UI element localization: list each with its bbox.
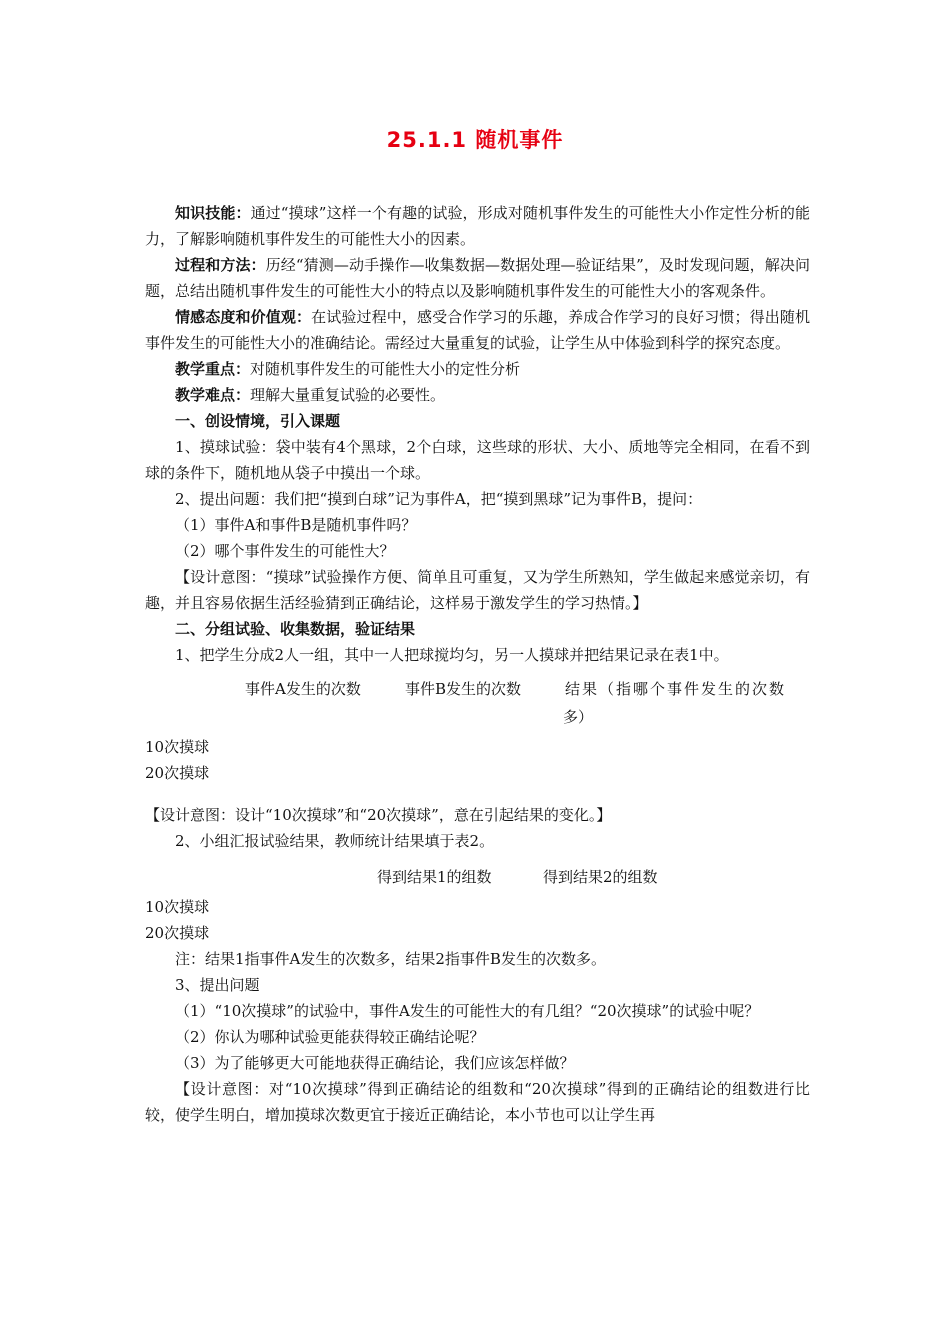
section2-design2: 【设计意图：对“10次摸球”得到正确结论的组数和“20次摸球”得到的正确结论的组数进行比较，使学生明白，增加摸球次数更宜于接近正确结论，本小节也可以让学生再 [145,1080,810,1124]
section1-heading: 一、创设情境，引入课题 [175,412,341,430]
table2-header [145,860,810,894]
table2-header-cell: 得到结果1的组数 [377,868,492,886]
section1-q2: （2）哪个事件发生的可能性大？ [175,542,395,560]
table1-header [145,672,810,732]
section2-note: 注：结果1指事件A发生的次数多，结果2指事件B发生的次数多。 [175,950,606,968]
goal-label: 教学难点： [175,386,251,404]
table1-row-label: 10次摸球 [145,738,210,756]
table2-header-cell: 得到结果2的组数 [543,868,658,886]
section2-heading: 二、分组试验、收集数据，验证结果 [175,620,416,638]
table2-row-label: 10次摸球 [145,898,210,916]
goal-text: 在试验过程中，感受合作学习的乐趣，养成合作学习的良好习惯；得出随机事件发生的可能性大小的准确结论。需经过大量重复的试验，让学生从中体验到科学的探究态度。 [145,308,810,352]
teaching-focus [145,356,810,382]
goal-text: 理解大量重复试验的必要性。 [250,386,446,404]
table2-row-label: 20次摸球 [145,924,210,942]
section2-q2: （2）你认为哪种试验更能获得较正确结论呢？ [175,1028,485,1046]
section2-q1: （1）“10次摸球”的试验中，事件A发生的可能性大的有几组？“20次摸球”的试验中呢？ [175,1002,760,1020]
goal-knowledge [145,200,810,252]
section1-q1: （1）事件A和事件B是随机事件吗？ [175,516,417,534]
section1-design: 【设计意图：“摸球”试验操作方便、简单且可重复，又为学生所熟知，学生做起来感觉亲切，有趣，并且容易依据生活经验猜到正确结论，这样易于激发学生的学习热情。】 [145,568,810,612]
goal-text: 对随机事件发生的可能性大小的定性分析 [250,360,521,378]
section2-p2: 2、小组汇报试验结果，教师统计结果填于表2。 [175,832,495,850]
teaching-difficulty [145,382,810,408]
section2-p3: 3、提出问题 [175,976,260,994]
table1-row-label: 20次摸球 [145,764,210,782]
section2-q3: （3）为了能够更大可能地获得正确结论，我们应该怎样做？ [175,1054,575,1072]
table1-header-cell: 事件A发生的次数 [245,680,361,698]
document-body [145,200,810,1128]
section2-design1: 【设计意图：设计“10次摸球”和“20次摸球”，意在引起结果的变化。】 [145,806,612,824]
goal-process [145,252,810,304]
goal-text: 通过“摸球”这样一个有趣的试验，形成对随机事件发生的可能性大小作定性分析的能力，了解影响随机事件发生的可能性大小的因素。 [145,204,810,248]
goal-label: 教学重点： [175,360,251,378]
goal-label: 知识技能： [175,204,251,222]
table1-header-cell: 结果（指哪个事件发生的次数 [565,680,787,698]
section1-p2: 2、提出问题：我们把“摸到白球”记为事件A，把“摸到黑球”记为事件B，提问： [175,490,703,508]
goal-attitude [145,304,810,356]
goal-label: 过程和方法： [175,256,266,274]
section2-p1: 1、把学生分成2人一组，其中一人把球搅均匀，另一人摸球并把结果记录在表1中。 [175,646,729,664]
section1-p1: 1、摸球试验：袋中装有4个黑球，2个白球，这些球的形状、大小、质地等完全相同，在看不到球的条件下，随机地从袋子中摸出一个球。 [145,438,810,482]
document-title: 25.1.1 随机事件 [386,128,564,152]
table1-header-cell: 多） [563,708,594,726]
goal-label: 情感态度和价值观： [175,308,312,326]
table1-header-cell: 事件B发生的次数 [405,680,522,698]
goal-text: 历经“猜测—动手操作—收集数据—数据处理—验证结果”，及时发现问题，解决问题，总结出随机事件发生的可能性大小的特点以及影响随机事件发生的可能性大小的客观条件。 [145,256,810,300]
